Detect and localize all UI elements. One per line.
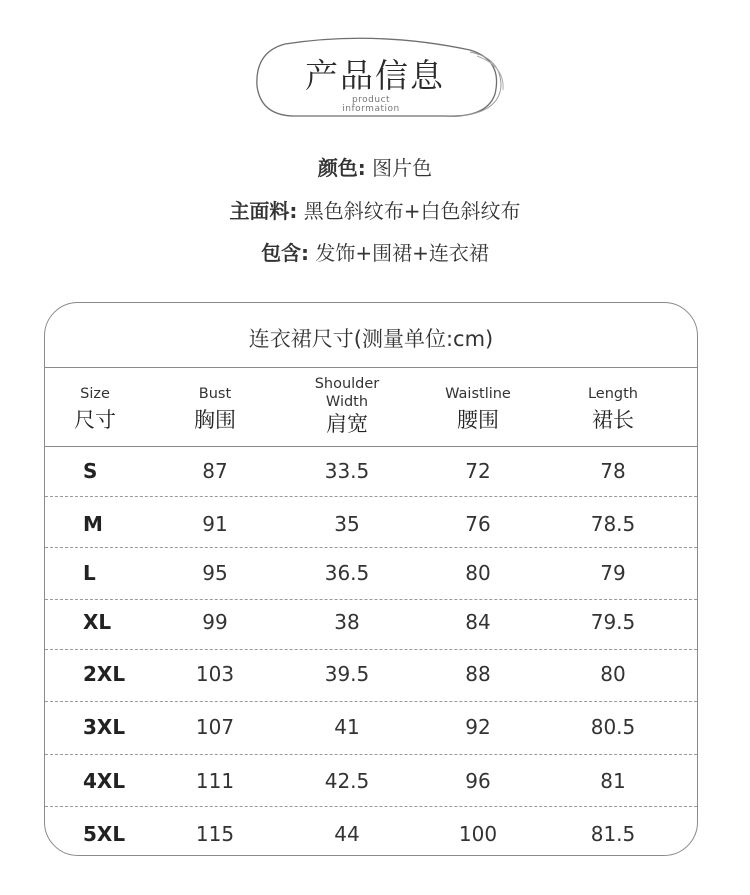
cell-shoulder: 41 [334, 715, 360, 739]
cell-waist: 72 [465, 459, 491, 483]
cell-size: 2XL [83, 662, 126, 686]
cell-size: S [83, 459, 98, 483]
cell-waist: 88 [465, 662, 491, 686]
column-header-waist [428, 385, 528, 433]
column-header-bust-zh: 胸围 [194, 408, 236, 432]
cell-size: M [83, 512, 103, 536]
cell-shoulder: 36.5 [324, 561, 370, 585]
column-header-shoulder [295, 375, 399, 437]
cell-length: 81 [600, 769, 626, 793]
page-title: 产品信息 [305, 56, 445, 95]
cell-length: 81.5 [590, 822, 636, 846]
cell-size: 5XL [83, 822, 126, 846]
cell-bust: 115 [195, 822, 235, 846]
cell-waist: 96 [465, 769, 491, 793]
cell-bust: 95 [202, 561, 228, 585]
cell-bust: 111 [195, 769, 235, 793]
column-header-waist-zh: 腰围 [457, 408, 499, 432]
page-subtitle [255, 96, 487, 114]
cell-bust: 107 [195, 715, 235, 739]
cell-length: 80.5 [590, 715, 636, 739]
title-badge [255, 36, 505, 120]
table-row [45, 702, 697, 752]
cell-length: 79 [600, 561, 626, 585]
cell-shoulder: 35 [334, 512, 360, 536]
cell-waist: 76 [465, 512, 491, 536]
column-header-length-en: Length [587, 386, 638, 402]
info-includes-value: 发饰+围裙+连衣裙 [315, 241, 489, 265]
cell-size: 4XL [83, 769, 126, 793]
cell-waist: 84 [465, 610, 491, 634]
row-divider [45, 754, 697, 755]
cell-shoulder: 33.5 [324, 459, 370, 483]
cell-shoulder: 38 [334, 610, 360, 634]
cell-length: 80 [600, 662, 626, 686]
cell-bust: 91 [202, 512, 228, 536]
size-table [44, 302, 698, 856]
table-row [45, 756, 697, 806]
table-row [45, 446, 697, 496]
column-header-shoulder-zh: 肩宽 [326, 412, 368, 436]
column-header-shoulder-en: Shoulder Width [314, 376, 380, 410]
row-divider [45, 806, 697, 807]
cell-waist: 100 [458, 822, 498, 846]
table-row [45, 597, 697, 647]
table-divider [45, 367, 697, 368]
column-header-bust-en: Bust [198, 386, 232, 402]
cell-size: 3XL [83, 715, 126, 739]
column-header-size-zh: 尺寸 [74, 408, 116, 432]
table-row [45, 649, 697, 699]
cell-size: XL [83, 610, 112, 634]
column-header-size-en: Size [80, 386, 110, 402]
cell-bust: 87 [202, 459, 228, 483]
cell-waist: 92 [465, 715, 491, 739]
info-color [0, 152, 750, 181]
column-header-size [55, 385, 135, 433]
cell-length: 78 [600, 459, 626, 483]
size-table-title: 连衣裙尺寸(测量单位:cm) [248, 327, 494, 351]
column-header-length-zh: 裙长 [592, 408, 634, 432]
table-row [45, 809, 697, 856]
page-subtitle-line1: product [351, 95, 391, 105]
info-fabric-label: 主面料: [229, 199, 298, 223]
cell-waist: 80 [465, 561, 491, 585]
cell-shoulder: 44 [334, 822, 360, 846]
column-header-bust [165, 385, 265, 433]
cell-length: 78.5 [590, 512, 636, 536]
info-color-label: 颜色: [317, 156, 366, 180]
column-header-length [563, 385, 663, 433]
info-fabric-value: 黑色斜纹布+白色斜纹布 [303, 199, 521, 223]
cell-shoulder: 42.5 [324, 769, 370, 793]
row-divider [45, 496, 697, 497]
cell-size: L [83, 561, 96, 585]
info-color-value: 图片色 [372, 156, 433, 180]
cell-bust: 103 [195, 662, 235, 686]
page-subtitle-line2: information [342, 104, 400, 114]
info-fabric [0, 195, 750, 224]
cell-bust: 99 [202, 610, 228, 634]
info-includes-label: 包含: [261, 241, 310, 265]
cell-shoulder: 39.5 [324, 662, 370, 686]
table-row [45, 499, 697, 549]
cell-length: 79.5 [590, 610, 636, 634]
column-header-waist-en: Waistline [445, 386, 511, 402]
table-row [45, 548, 697, 598]
info-includes [0, 237, 750, 266]
